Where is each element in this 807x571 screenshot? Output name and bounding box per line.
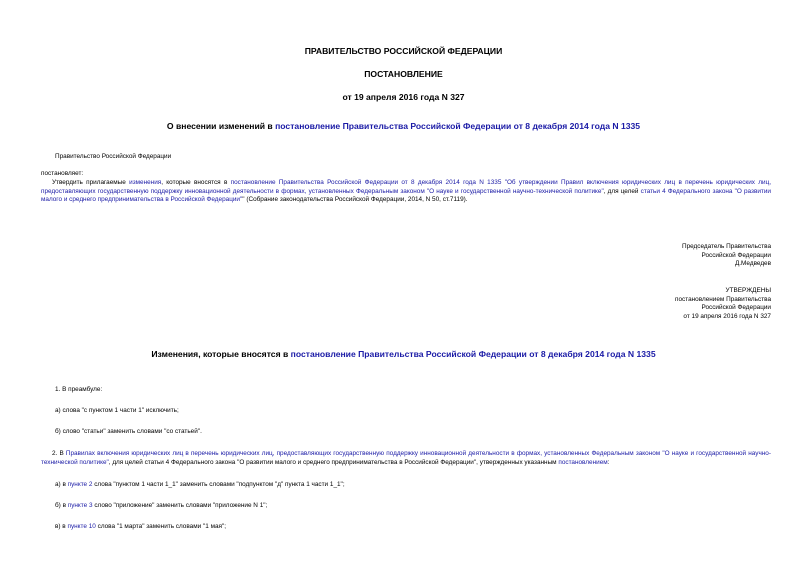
signature-block [682, 243, 771, 269]
decree-text-2: , которые вносятся в [161, 179, 231, 186]
approved-line-1: УТВЕРЖДЕНЫ [725, 287, 771, 294]
document-title [0, 121, 807, 131]
item-2a-text-2: слова "пунктом 1 части 1_1" заменить словами "подпунктом "д" пункта 1 части 1_1"; [92, 481, 345, 488]
item-2-text-1: 2. В [52, 450, 66, 457]
signature-line-2: Российской Федерации [701, 251, 771, 259]
changes-title [0, 349, 807, 359]
approved-line-3: Российской Федерации [701, 304, 771, 312]
item-2a [55, 481, 345, 490]
decree-text-3: , для целей [603, 187, 641, 195]
item-2c [55, 523, 226, 532]
item-2-text-3: , утвержденных указанным [476, 458, 559, 466]
document-date-number: от 19 апреля 2016 года N 327 [342, 92, 465, 102]
item-2b-link[interactable]: пункте 3 [67, 502, 93, 509]
government-heading: ПРАВИТЕЛЬСТВО РОССИЙСКОЙ ФЕДЕРАЦИИ [304, 46, 503, 56]
item-2c-text-1: в) в [55, 523, 68, 530]
item-2a-text-1: а) в [55, 481, 68, 488]
item-2b-text-2: слово "приложение" заменить словами "приложение N 1"; [92, 502, 268, 509]
item-1a: а) слова "с пунктом 1 части 1" исключить; [55, 407, 179, 414]
decree-link-changes[interactable]: изменения [129, 179, 162, 186]
signature-line-1: Председатель Правительства [682, 243, 771, 250]
item-2b-text-1: б) в [55, 502, 68, 509]
item-2-link-resolution[interactable]: постановлением [558, 458, 608, 466]
decree-text-1: Утвердить прилагаемые [52, 179, 130, 186]
item-2-text-4: : [607, 458, 610, 466]
item-2c-link[interactable]: пункте 10 [67, 523, 96, 530]
item-1: 1. В преамбуле: [55, 386, 103, 393]
item-2b [55, 502, 267, 511]
item-2-text-2: , для целей статьи 4 Федерального закона "О развитии малого и среднего предпринимательства в Российской Федерации" [108, 458, 477, 466]
changes-title-text: Изменения, которые вносятся в [151, 349, 291, 359]
intro-line-1: Правительство Российской Федерации [55, 153, 172, 160]
approved-block [675, 287, 771, 321]
decree-paragraph [41, 179, 771, 205]
decree-link-resolution[interactable]: постановление Правительства Российской Федерации от 8 декабря 2014 года N 1335 "Об утверждении Правил включения юридических лиц в перечень юридических лиц, предоставляющих государственную поддержку инновационной деятельности в формах, установленных Федеральным законом "О науке и государственной научно-технической политике" [41, 179, 772, 195]
approved-line-4: от 19 апреля 2016 года N 327 [683, 312, 771, 320]
item-2c-text-2: слова "1 марта" заменить словами "1 мая"; [95, 523, 227, 530]
decree-text-4: " (Собрание законодательства Российской Федерации, 2014, N 50, ст.7119). [242, 196, 468, 204]
item-2-paragraph [41, 450, 771, 467]
intro-line-2: постановляет: [41, 170, 84, 177]
signature-line-3: Д.Медведев [734, 260, 771, 268]
approved-line-2: постановлением Правительства [675, 295, 771, 303]
item-2a-link[interactable]: пункте 2 [67, 481, 93, 488]
item-2-link-rules[interactable]: Правилах включения юридических лиц в перечень юридических лиц, предоставляющих государственную поддержку инновационной деятельности в формах, установленных Федеральным законом "О науке и государственной научно-технической политике" [41, 450, 771, 466]
changes-title-link[interactable]: постановление Правительства Российской Федерации от 8 декабря 2014 года N 1335 [290, 349, 656, 359]
title-link[interactable]: постановление Правительства Российской Федерации от 8 декабря 2014 года N 1335 [275, 121, 641, 131]
document-type: ПОСТАНОВЛЕНИЕ [364, 69, 443, 79]
title-text: О внесении изменений в [166, 121, 276, 131]
item-1b: б) слово "статьи" заменить словами "со статьей". [55, 428, 202, 435]
decree-link-law[interactable]: статьи 4 Федерального закона "О развитии малого и среднего предпринимательства в Российской Федерации" [41, 187, 771, 204]
